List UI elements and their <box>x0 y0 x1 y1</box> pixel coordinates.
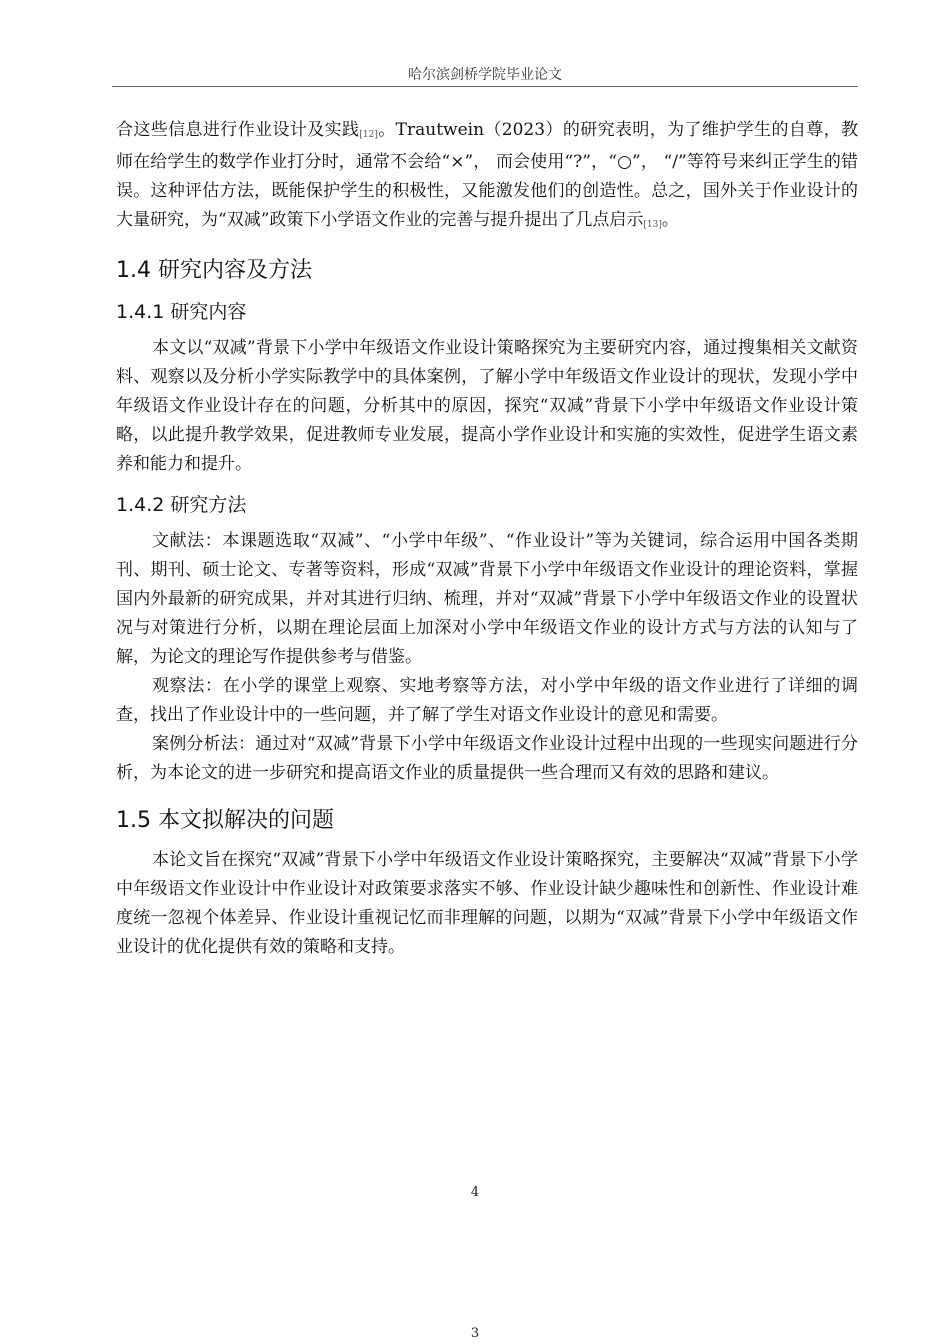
header-divider <box>112 86 858 87</box>
section-1-4-2-heading: 1.4.2 研究方法 <box>116 494 247 516</box>
citation-12: [12] <box>359 130 378 140</box>
section-1-5-heading: 1.5 本文拟解决的问题 <box>116 808 334 833</box>
section-1-5-paragraph: 本论文旨在探究“双减”背景下小学中年级语文作业设计策略探究，主要解决“双减”背景下小学中年级语文作业设计中作业设计对政策要求落实不够、作业设计缺少趣味性和创新性、作业设计难度统一忽视个体差异、作业设计重视记忆而非理解的问题，以期为“双减”背景下小学中年级语文作业设计的优化提供有效的策略和支持。 <box>116 850 858 957</box>
literature-method-paragraph: 文献法：本课题选取“双减”、“小学中年级”、“作业设计”等为关键词，综合运用中国各类期刊、期刊、硕士论文、专著等资料，形成“双减”背景下小学中年级语文作业设计的理论资料，掌握国内外最新的研究成果，并对其进行归纳、梳理，并对“双减”背景下小学中年级语文作业的设置状况与对策进行分析，以期在理论层面上加深对小学中年级语文作业的设计方式与方法的认知与了解，为论文的理论写作提供参考与借鉴。 <box>116 531 858 667</box>
intro-text-1: 合这些信息进行作业设计及实践 <box>116 120 360 140</box>
case-analysis-paragraph: 案例分析法：通过对“双减”背景下小学中年级语文作业设计过程中出现的一些现实问题进行分析，为本论文的进一步研究和提高语文作业的质量提供一些合理而又有效的思路和建议。 <box>116 734 858 783</box>
section-1-4-1-paragraph: 本文以“双减”背景下小学中年级语文作业设计策略探究为主要研究内容，通过搜集相关文献资料、观察以及分析小学实际教学中的具体案例，了解小学中年级语文作业设计的现状，发现小学中年级语文作业设计存在的问题，分析其中的原因，探究“双减”背景下小学中年级语文作业设计策略，以此提升教学效果，促进教师专业发展，提高小学作业设计和实施的实效性，促进学生语文素养和能力和提升。 <box>116 338 858 474</box>
section-1-4-1-heading: 1.4.1 研究内容 <box>116 301 247 323</box>
citation-13: [13] <box>643 220 662 230</box>
document-body <box>116 116 858 962</box>
observation-method-paragraph: 观察法：在小学的课堂上观察、实地考察等方法，对小学中年级的语文作业进行了详细的调查，找出了作业设计中的一些问题，并了解了学生对语文作业设计的意见和需要。 <box>116 676 858 725</box>
page-header: 哈尔滨剑桥学院毕业论文 <box>408 67 562 83</box>
intro-paragraph <box>116 116 858 238</box>
page-number-lower: 3 <box>470 1326 480 1341</box>
intro-text-2: 。Trautwein（2023）的研究表明，为了维护学生的自尊，教师在给学生的数学作业打分时，通常不会给“×”， 而会使用“?”，“○”， “/”等符号来纠正学生的错误。这种评估方法，既能保护学生的积极性，又能激发他们的创造性。总之，国外关于作业设计的大量研究，为“双减”政策下小学语文作业的完善与提升提出了几点启示 <box>116 120 858 230</box>
section-1-4-heading: 1.4 研究内容及方法 <box>116 258 312 283</box>
page-number: 4 <box>470 1185 480 1200</box>
intro-text-3: 。 <box>661 210 679 230</box>
